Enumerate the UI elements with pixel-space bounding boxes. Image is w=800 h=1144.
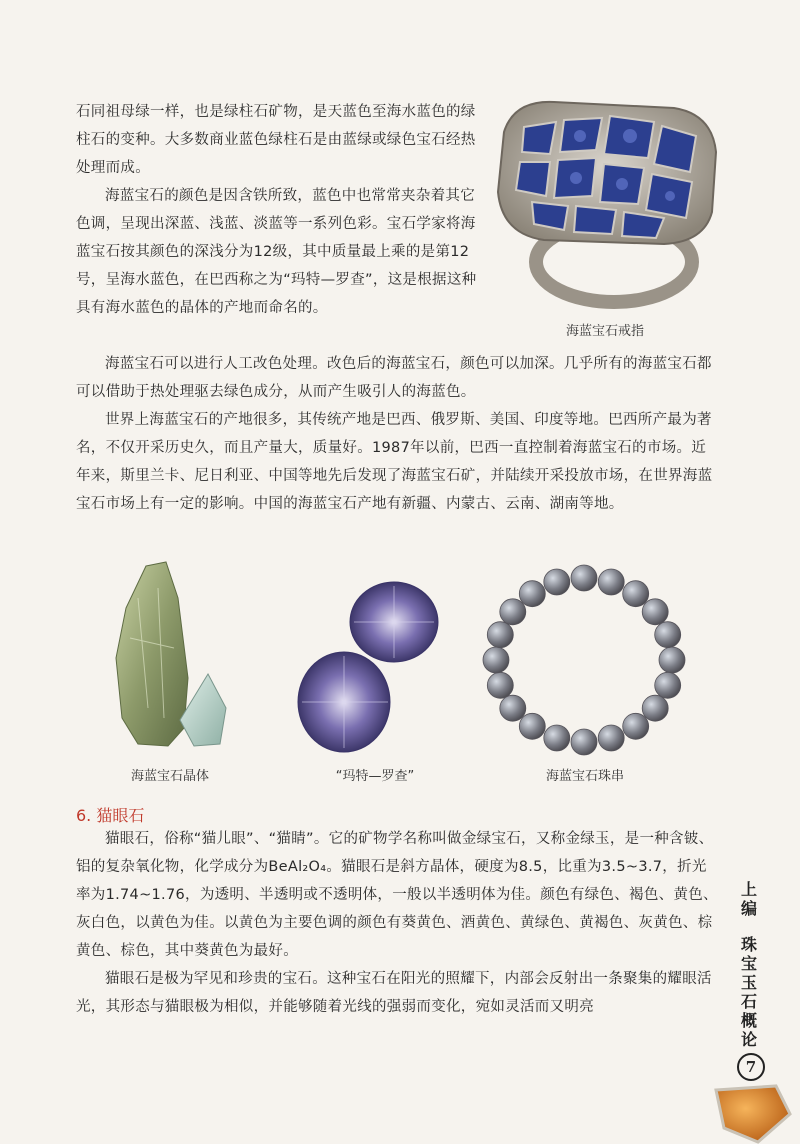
bead xyxy=(655,672,681,698)
book-title: 珠宝玉石概论 xyxy=(740,935,757,1049)
bead xyxy=(571,729,597,755)
ring-caption: 海蓝宝石戒指 xyxy=(565,324,644,339)
crystal-image xyxy=(108,558,238,758)
bead xyxy=(544,725,570,751)
crystal-caption: 海蓝宝石晶体 xyxy=(130,769,209,784)
bead xyxy=(642,695,668,721)
paragraph-6: 猫眼石是极为罕见和珍贵的宝石。这种宝石在阳光的照耀下，内部会反射出一条聚集的耀眼活光，其形态与猫眼极为相似，并能够随着光线的强弱而变化，宛如灵活而又明亮 xyxy=(76,971,712,1015)
paragraph-4: 世界上海蓝宝石的产地很多，其传统产地是巴西、俄罗斯、美国、印度等地。巴西所产最为著名，不仅开采历史久，而且产量大，质量好。1987年以前，巴西一直控制着海蓝宝石的市场。近年来，斯里兰卡、尼日利亚、中国等地先后发现了海蓝宝石矿，并陆续开采投放市场，在世界海蓝宝石市场上有一定的影响。中国的海蓝宝石产地有新疆、内蒙古、云南、湖南等地。 xyxy=(76,412,713,512)
bead xyxy=(500,599,526,625)
bead xyxy=(544,569,570,595)
bracelet-image xyxy=(480,562,688,758)
matta-rocha-caption: “玛特—罗查” xyxy=(335,769,415,784)
bead xyxy=(623,713,649,739)
page-number: 7 xyxy=(737,1053,765,1081)
bead xyxy=(623,581,649,607)
matta-rocha-image xyxy=(296,578,442,756)
ring-image xyxy=(484,92,724,314)
orange-gem-icon xyxy=(706,1080,800,1144)
bead xyxy=(500,695,526,721)
bracelet-caption: 海蓝宝石珠串 xyxy=(545,769,624,784)
bead xyxy=(483,647,509,673)
bead xyxy=(659,647,685,673)
bead xyxy=(519,581,545,607)
part-label: 上编 xyxy=(740,880,757,918)
bead xyxy=(642,599,668,625)
paragraph-1: 石同祖母绿一样，也是绿柱石矿物，是天蓝色至海水蓝色的绿柱石的变种。大多数商业蓝色绿柱石是由蓝绿或绿色宝石经热处理而成。 xyxy=(76,104,476,176)
bead xyxy=(598,569,624,595)
bead xyxy=(487,622,513,648)
paragraph-2: 海蓝宝石的颜色是因含铁所致，蓝色中也常常夹杂着其它色调，呈现出深蓝、浅蓝、淡蓝等一系列色彩。宝石学家将海蓝宝石按其颜色的深浅分为12级，其中质量最上乘的是第12号，呈海水蓝色，在巴西称之为“玛特—罗查”，这是根据这种具有海水蓝色的晶体的产地而命名的。 xyxy=(76,188,477,316)
paragraph-3: 海蓝宝石可以进行人工改色处理。改色后的海蓝宝石，颜色可以加深。几乎所有的海蓝宝石都可以借助于热处理驱去绿色成分，从而产生吸引人的海蓝色。 xyxy=(76,356,712,400)
section-heading: 6. 猫眼石 xyxy=(76,806,145,825)
bead xyxy=(571,565,597,591)
bead xyxy=(655,622,681,648)
bead xyxy=(519,713,545,739)
bead xyxy=(598,725,624,751)
bead xyxy=(487,672,513,698)
paragraph-5: 猫眼石，俗称“猫儿眼”、“猫睛”。它的矿物学名称叫做金绿宝石，又称金绿玉，是一种含铍、铝的复杂氧化物，化学成分为BeAl₂O₄。猫眼石是斜方晶体，硬度为8.5，比重为3.5~3.7，折光率为1.74~1.76，为透明、半透明或不透明体，一般以半透明体为佳。颜色有绿色、褐色、黄色、灰白色，以黄色为佳。以黄色为主要色调的颜色有葵黄色、酒黄色、黄绿色、黄褐色、灰黄色、棕黄色、棕色，其中葵黄色为最好。 xyxy=(76,831,718,959)
